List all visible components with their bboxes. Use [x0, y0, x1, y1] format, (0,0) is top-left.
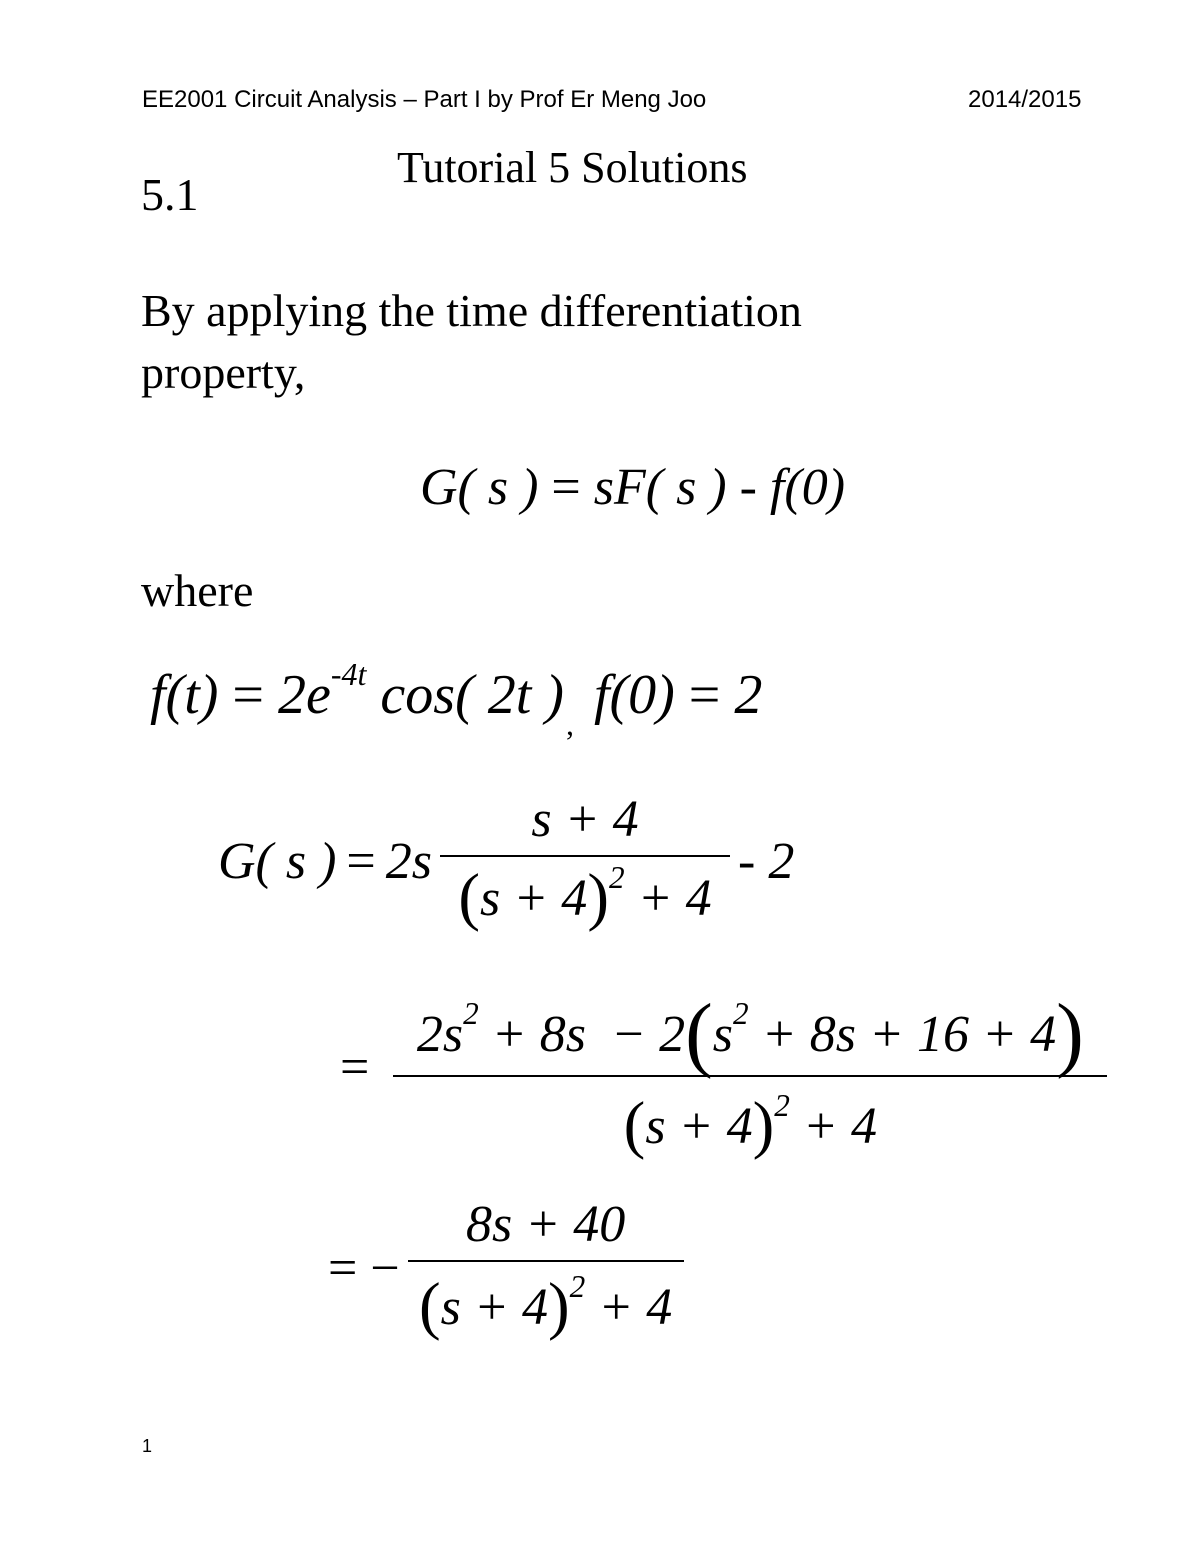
eq4-equals: = [340, 1039, 370, 1096]
eq4-num-inner-b: + 8s + 16 + 4 [761, 1006, 1057, 1063]
eq3-den-open: ( [458, 861, 480, 934]
eq3-tail: - 2 [738, 832, 795, 890]
eq2-cos: cos( 2t ) [380, 664, 564, 726]
header-course: EE2001 Circuit Analysis – Part I by Prof Er Meng Joo [142, 86, 707, 113]
equation-g-of-s [218, 790, 794, 932]
eq4-den-tail: + 4 [802, 1098, 877, 1155]
eq3-den-inner: s + 4 [479, 870, 588, 927]
eq3-den-power: 2 [608, 860, 625, 896]
eq3-equals: = [346, 832, 376, 890]
eq2-comma: , [565, 706, 574, 742]
eq4-denominator [393, 1077, 1107, 1160]
eq1-lhs: G( s ) [420, 459, 539, 516]
eq5-den-inner: s + 4 [440, 1279, 548, 1336]
where-text: where [141, 565, 254, 616]
eq2-value: 2 [734, 664, 763, 726]
intro-line-1: By applying the time differentiation [141, 285, 802, 336]
eq2-equals-2: = [688, 664, 721, 726]
equation-time-differentiation [420, 458, 845, 517]
eq4-fraction [393, 975, 1107, 1160]
eq3-denominator [440, 857, 730, 932]
eq4-num-inner-a: s [712, 1006, 734, 1063]
eq4-den-open: ( [623, 1089, 646, 1162]
header-year: 2014/2015 [968, 86, 1082, 113]
eq1-equals: = [551, 459, 581, 516]
eq5-equals-minus: = − [328, 1239, 400, 1297]
eq5-denominator [408, 1262, 684, 1341]
eq4-den-inner: s + 4 [645, 1098, 753, 1155]
eq3-numerator: s + 4 [531, 791, 639, 848]
eq4-num-inner-power: 2 [733, 996, 749, 1032]
eq5-den-close: ) [547, 1270, 570, 1343]
eq2-lhs: f(t) [150, 664, 219, 726]
eq5-den-tail: + 4 [598, 1279, 673, 1336]
eq3-lhs: G( s ) [218, 832, 337, 890]
eq2-exponent: -4t [330, 656, 367, 693]
eq4-num-a: 2s [416, 1006, 464, 1063]
eq4-den-power: 2 [774, 1088, 790, 1124]
eq5-fraction [408, 1195, 684, 1341]
intro-line-2: property, [141, 347, 306, 398]
eq3-den-tail: + 4 [637, 870, 712, 927]
eq1-rhs: sF( s ) - f(0) [593, 459, 846, 516]
eq5-numerator: 8s + 40 [465, 1196, 626, 1253]
page-number: 1 [142, 1436, 153, 1456]
equation-expanded [340, 975, 1107, 1160]
eq2-equals: = [232, 664, 265, 726]
eq4-num-b: + 8s [491, 1006, 586, 1063]
eq3-fraction [440, 790, 730, 932]
eq4-num-c: − 2 [610, 1006, 686, 1063]
eq4-num-open: ( [685, 986, 713, 1079]
eq4-den-close: ) [752, 1089, 775, 1162]
eq5-den-open: ( [418, 1270, 441, 1343]
eq4-numerator [393, 975, 1107, 1079]
eq2-coef: 2e [278, 664, 331, 726]
eq3-coef: 2s [385, 832, 432, 890]
eq2-f0: f(0) [593, 664, 675, 726]
equation-simplified [328, 1195, 684, 1341]
eq3-den-close: ) [587, 861, 609, 934]
eq5-den-power: 2 [569, 1269, 586, 1305]
page-title: Tutorial 5 Solutions [397, 143, 748, 192]
section-number: 5.1 [141, 169, 199, 220]
equation-f-of-t [150, 656, 763, 742]
eq4-num-close: ) [1056, 986, 1084, 1079]
eq4-num-a-power: 2 [463, 996, 479, 1032]
